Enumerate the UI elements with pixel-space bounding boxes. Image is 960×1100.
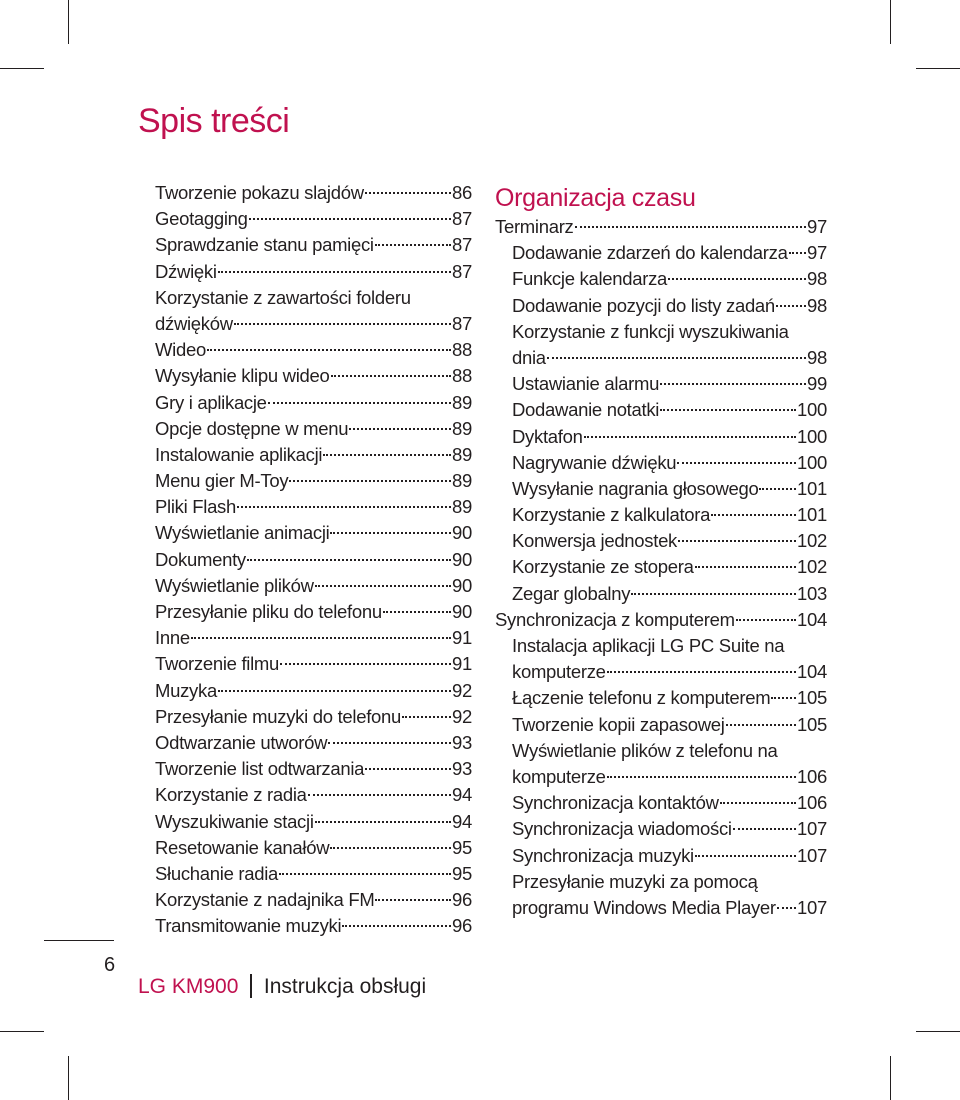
toc-entry-page: 89 (452, 417, 472, 439)
dot-leader (668, 278, 806, 280)
toc-entry-label: Tworzenie filmu (155, 653, 280, 675)
toc-entry-page: 96 (452, 889, 472, 911)
toc-entry-page: 101 (797, 504, 827, 526)
dot-leader (330, 847, 451, 849)
toc-entry-page: 103 (797, 582, 827, 604)
toc-entry-page: 104 (797, 661, 827, 683)
dot-leader (720, 802, 796, 804)
toc-entry-page: 89 (452, 470, 472, 492)
toc-entry[interactable] (155, 206, 472, 232)
toc-entry-label: Muzyka (155, 679, 217, 701)
toc-entry-page: 107 (797, 896, 827, 918)
toc-entry[interactable] (155, 416, 472, 442)
toc-entry-label: Synchronizacja wiadomości (512, 818, 732, 840)
toc-entry-page: 94 (452, 810, 472, 832)
toc-entry[interactable] (155, 494, 472, 520)
toc-entry[interactable] (155, 311, 472, 337)
dot-leader (402, 716, 451, 718)
toc-entry-label: Tworzenie pokazu slajdów (155, 182, 364, 203)
toc-entry-label: Wideo (155, 339, 206, 361)
dot-leader (607, 671, 796, 673)
dot-leader (218, 271, 451, 273)
toc-entry-page: 87 (452, 234, 472, 256)
dot-leader (191, 637, 451, 639)
toc-entry-label: Przesyłanie muzyki do telefonu (155, 705, 402, 727)
toc-entry-label[interactable]: Wyświetlanie plików z telefonu na (512, 739, 778, 761)
toc-entry-label: Dźwięki (155, 260, 217, 282)
toc-entry[interactable] (495, 450, 827, 476)
toc-entry[interactable] (155, 651, 472, 677)
dot-leader (328, 742, 451, 744)
toc-entry-label: Przesyłanie pliku do telefonu (155, 601, 382, 622)
toc-entry[interactable] (495, 424, 827, 450)
dot-leader (315, 821, 451, 823)
toc-entry[interactable] (155, 756, 472, 782)
toc-entry-page: 95 (452, 836, 472, 858)
toc-entry[interactable] (155, 861, 472, 887)
toc-entry[interactable] (495, 293, 827, 319)
toc-entry-label: Pliki Flash (155, 496, 236, 518)
toc-entry-page: 91 (452, 627, 472, 649)
toc-entry-label: programu Windows Media Player (512, 896, 776, 918)
toc-entry[interactable] (495, 214, 827, 240)
dot-leader (678, 540, 796, 542)
toc-entry-label: Terminarz (495, 216, 574, 237)
toc-entry[interactable] (155, 363, 472, 389)
toc-entry-label: Opcje dostępne w menu (155, 417, 349, 439)
toc-entry[interactable] (155, 180, 472, 206)
dot-leader (279, 873, 451, 875)
dot-leader (733, 828, 796, 830)
crop-mark (0, 68, 44, 69)
footer-separator (250, 974, 252, 998)
page-number: 6 (104, 954, 116, 976)
toc-entry-page: 101 (797, 477, 827, 499)
toc-entry[interactable] (155, 809, 472, 835)
dot-leader (726, 724, 796, 726)
toc-entry-page: 87 (452, 208, 472, 230)
toc-entry-page: 90 (452, 574, 472, 596)
crop-mark (890, 1056, 891, 1100)
toc-entry-page: 100 (797, 399, 827, 421)
dot-leader (234, 323, 451, 325)
dot-leader (207, 349, 451, 351)
toc-entry-label: Dyktafon (512, 425, 583, 447)
toc-entry-label: Korzystanie ze stopera (512, 556, 694, 578)
dot-leader (547, 357, 806, 359)
toc-entry-label: Konwersja jednostek (512, 530, 678, 552)
toc-entry-label: Wysyłanie klipu wideo (155, 365, 330, 387)
toc-entry-label: Sprawdzanie stanu pamięci (155, 234, 374, 256)
toc-entry-label: Dodawanie zdarzeń do kalendarza (512, 242, 788, 264)
toc-entry-label: Korzystanie z kalkulatora (512, 504, 711, 526)
toc-entry-label: Łączenie telefonu z komputerem (512, 687, 771, 709)
dot-leader (660, 409, 796, 411)
crop-mark (890, 0, 891, 44)
dot-leader (308, 794, 451, 796)
toc-entry-page: 93 (452, 758, 472, 780)
toc-entry-label: Korzystanie z radia (155, 784, 307, 806)
toc-entry[interactable] (155, 259, 472, 285)
toc-entry-page: 105 (797, 713, 827, 735)
toc-entry-page: 92 (452, 705, 472, 727)
toc-entry-page: 104 (797, 608, 827, 630)
toc-entry-label[interactable]: Korzystanie z funkcji wyszukiwania (512, 320, 789, 342)
toc-entry-page: 97 (807, 242, 827, 264)
toc-entry-page: 88 (452, 365, 472, 387)
toc-entry-label[interactable]: Korzystanie z zawartości folderu (155, 286, 411, 308)
dot-leader (289, 480, 451, 482)
toc-entry[interactable] (495, 685, 827, 711)
toc-entry[interactable] (155, 468, 472, 494)
toc-entry-page: 87 (452, 312, 472, 334)
toc-entry-label: Gry i aplikacje (155, 391, 267, 413)
toc-entry-label: dnia (512, 346, 546, 368)
dot-leader (789, 252, 806, 254)
toc-right-entries (495, 214, 827, 921)
toc-entry-page: 102 (797, 556, 827, 578)
toc-entry-label: komputerze (512, 765, 606, 787)
toc-entry-label: Funkcje kalendarza (512, 268, 668, 290)
dot-leader (268, 402, 451, 404)
crop-mark (68, 1056, 69, 1100)
toc-entry-label: Dodawanie pozycji do listy zadań (512, 294, 775, 316)
toc-entry[interactable] (495, 712, 827, 738)
dot-leader (660, 383, 806, 385)
toc-entry-page: 89 (452, 496, 472, 518)
toc-entry[interactable] (495, 554, 827, 580)
toc-entry[interactable] (495, 607, 827, 633)
dot-leader (315, 585, 451, 587)
dot-leader (631, 593, 796, 595)
dot-leader (247, 559, 451, 561)
toc-entry[interactable] (155, 625, 472, 651)
toc-entry-page: 98 (807, 346, 827, 368)
dot-leader (584, 436, 796, 438)
toc-entry-label: Wyświetlanie animacji (155, 522, 330, 544)
toc-entry-label: Nagrywanie dźwięku (512, 451, 677, 473)
toc-entry[interactable] (155, 887, 472, 913)
toc-entry[interactable] (495, 476, 827, 502)
dot-leader (695, 566, 796, 568)
section-heading: Organizacja czasu (495, 184, 696, 212)
toc-entry-page: 98 (807, 268, 827, 290)
toc-entry[interactable] (155, 390, 472, 416)
dot-leader (365, 768, 451, 770)
toc-entry-page: 90 (452, 548, 472, 570)
toc-entry-label: Wysyłanie nagrania głosowego (512, 477, 759, 499)
toc-entry[interactable] (495, 240, 827, 266)
toc-entry-page: 100 (797, 425, 827, 447)
toc-entry-page: 89 (452, 443, 472, 465)
toc-entry-page: 98 (807, 294, 827, 316)
footer-manual-title: Instrukcja obsługi (263, 975, 427, 998)
toc-entry-page: 87 (452, 260, 472, 282)
toc-entry-label: Tworzenie kopii zapasowej (512, 713, 725, 735)
toc-entry[interactable] (155, 704, 472, 730)
dot-leader (331, 375, 452, 377)
toc-entry-label: dźwięków (155, 312, 233, 334)
toc-entry-label: Zegar globalny (512, 582, 631, 604)
toc-entry-page: 106 (797, 792, 827, 814)
toc-entry[interactable] (155, 599, 472, 625)
dot-leader (330, 532, 451, 534)
dot-leader (759, 488, 796, 490)
dot-leader (249, 218, 451, 220)
toc-entry[interactable] (495, 790, 827, 816)
crop-mark (916, 1031, 960, 1032)
toc-left-column (155, 180, 472, 939)
crop-mark (68, 0, 69, 44)
dot-leader (323, 454, 451, 456)
dot-leader (349, 428, 451, 430)
toc-entry-label: Transmitowanie muzyki (155, 915, 342, 937)
dot-leader (237, 506, 451, 508)
dot-leader (365, 192, 451, 194)
dot-leader (575, 226, 807, 228)
toc-entry-label: Menu gier M-Toy (155, 470, 289, 492)
toc-entry[interactable] (155, 232, 472, 258)
dot-leader (375, 244, 451, 246)
toc-entry[interactable] (155, 835, 472, 861)
toc-entry-label: Odtwarzanie utworów (155, 731, 328, 753)
toc-entry-page: 96 (452, 915, 472, 937)
toc-entry-page: 92 (452, 679, 472, 701)
toc-entry-page: 107 (797, 818, 827, 840)
toc-entry[interactable] (495, 345, 827, 371)
dot-leader (383, 611, 451, 613)
toc-entry[interactable] (495, 528, 827, 554)
dot-leader (375, 899, 451, 901)
toc-entry[interactable] (495, 397, 827, 423)
toc-right-column (495, 184, 827, 921)
dot-leader (677, 462, 796, 464)
dot-leader (607, 776, 796, 778)
dot-leader (711, 514, 796, 516)
toc-entry-page: 89 (452, 391, 472, 413)
toc-entry[interactable] (155, 520, 472, 546)
toc-entry-label: Korzystanie z nadajnika FM (155, 889, 375, 911)
toc-entry-label: Wyszukiwanie stacji (155, 810, 314, 832)
toc-entry-page: 93 (452, 731, 472, 753)
toc-entry[interactable] (495, 581, 827, 607)
footer (138, 974, 426, 999)
dot-leader (342, 925, 451, 927)
toc-entry[interactable] (495, 659, 827, 685)
toc-entry[interactable] (495, 895, 827, 921)
dot-leader (280, 663, 451, 665)
toc-entry-label[interactable]: Instalacja aplikacji LG PC Suite na (512, 635, 785, 656)
toc-entry[interactable] (495, 843, 827, 869)
toc-entry[interactable] (155, 573, 472, 599)
toc-entry-label: Synchronizacja kontaktów (512, 792, 719, 814)
footer-brand: LG KM900 (138, 975, 239, 998)
crop-mark (0, 1031, 44, 1032)
toc-entry-page: 106 (797, 765, 827, 787)
toc-entry-label: Wyświetlanie plików (155, 574, 314, 596)
toc-entry-page: 100 (797, 451, 827, 473)
toc-entry-label: Resetowanie kanałów (155, 836, 330, 858)
dot-leader (776, 305, 806, 307)
toc-entry-label: Tworzenie list odtwarzania (155, 758, 365, 780)
footer-rule (44, 940, 114, 941)
toc-entry[interactable] (155, 442, 472, 468)
dot-leader (736, 619, 796, 621)
toc-entry[interactable] (495, 266, 827, 292)
toc-entry[interactable] (495, 816, 827, 842)
toc-entry-page: 95 (452, 862, 472, 884)
toc-entry-label: Synchronizacja muzyki (512, 844, 694, 866)
toc-entry-page: 88 (452, 339, 472, 361)
toc-entry-page: 99 (807, 373, 827, 395)
toc-entry-label: Instalowanie aplikacji (155, 443, 323, 465)
toc-entry-label[interactable]: Przesyłanie muzyki za pomocą (512, 870, 758, 892)
toc-entry[interactable] (155, 782, 472, 808)
toc-entry[interactable] (155, 730, 472, 756)
toc-entry-label: Dodawanie notatki (512, 399, 660, 421)
toc-entry-label: Synchronizacja z komputerem (495, 608, 735, 630)
toc-entry-page: 94 (452, 784, 472, 806)
toc-entry-label: Dokumenty (155, 548, 246, 570)
toc-entry-page: 90 (452, 601, 472, 622)
toc-entry[interactable] (495, 502, 827, 528)
toc-entry[interactable] (155, 678, 472, 704)
toc-entry-page: 86 (452, 182, 472, 203)
toc-entry-label: Słuchanie radia (155, 862, 279, 884)
toc-entry-label: Geotagging (155, 208, 248, 230)
crop-mark (916, 68, 960, 69)
toc-entry[interactable] (155, 547, 472, 573)
dot-leader (695, 855, 796, 857)
toc-entry-page: 105 (797, 687, 827, 709)
toc-entry[interactable] (155, 337, 472, 363)
toc-entry-page: 102 (797, 530, 827, 552)
page-title: Spis treści (138, 102, 290, 140)
toc-entry[interactable] (155, 913, 472, 939)
toc-entry-label: komputerze (512, 661, 606, 683)
toc-entry-page: 90 (452, 522, 472, 544)
toc-entry-label: Ustawianie alarmu (512, 373, 660, 395)
toc-entry[interactable] (495, 371, 827, 397)
dot-leader (771, 697, 796, 699)
toc-entry[interactable] (495, 764, 827, 790)
toc-entry-label: Inne (155, 627, 190, 649)
toc-entry-page: 91 (452, 653, 472, 675)
toc-entry-page: 107 (797, 844, 827, 866)
dot-leader (777, 907, 796, 909)
toc-entry-page: 97 (807, 216, 827, 237)
dot-leader (218, 690, 451, 692)
